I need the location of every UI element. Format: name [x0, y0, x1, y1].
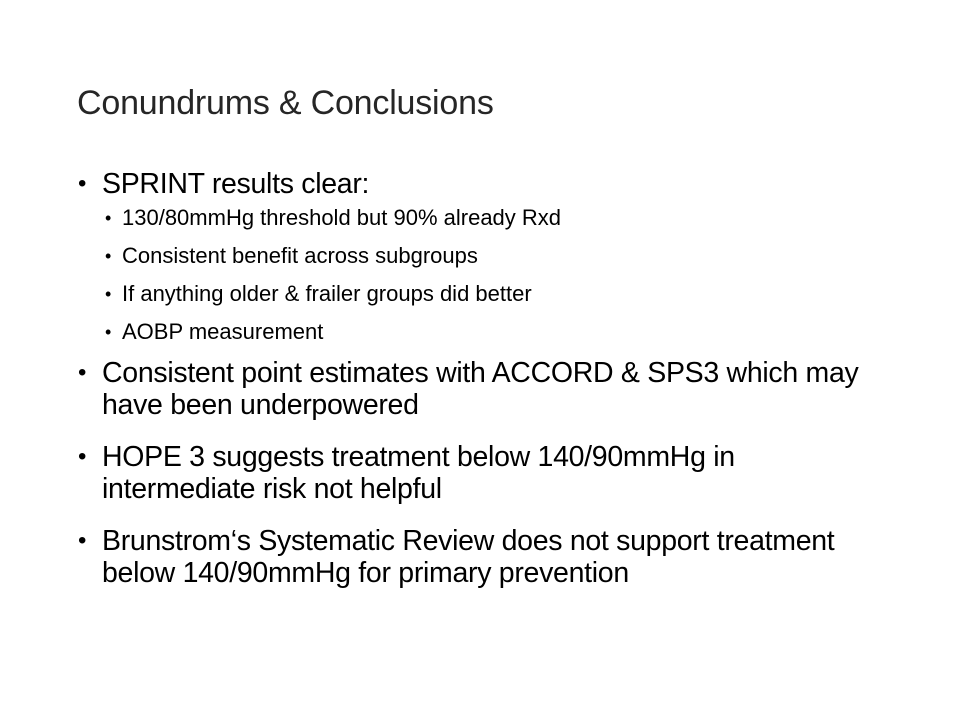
slide-title: Conundrums & Conclusions [77, 84, 494, 122]
bullet-item: • HOPE 3 suggests treatment below 140/90mmHg in intermediate risk not helpful [78, 441, 878, 505]
sub-bullet-item: • AOBP measurement [105, 319, 878, 345]
bullet-item: • Consistent point estimates with ACCORD & SPS3 which may have been underpowered [78, 357, 878, 421]
sub-bullet-item: • Consistent benefit across subgroups [105, 243, 878, 269]
bullet-item: • SPRINT results clear: [78, 168, 878, 200]
sub-bullet-list [105, 205, 878, 345]
sub-bullet-item: • If anything older & frailer groups did better [105, 281, 878, 307]
bullet-item: • Brunstrom‘s Systematic Review does not support treatment below 140/90mmHg for primary prevention [78, 525, 878, 589]
sub-bullet-item: • 130/80mmHg threshold but 90% already Rxd [105, 205, 878, 231]
bullet-list [78, 168, 878, 589]
